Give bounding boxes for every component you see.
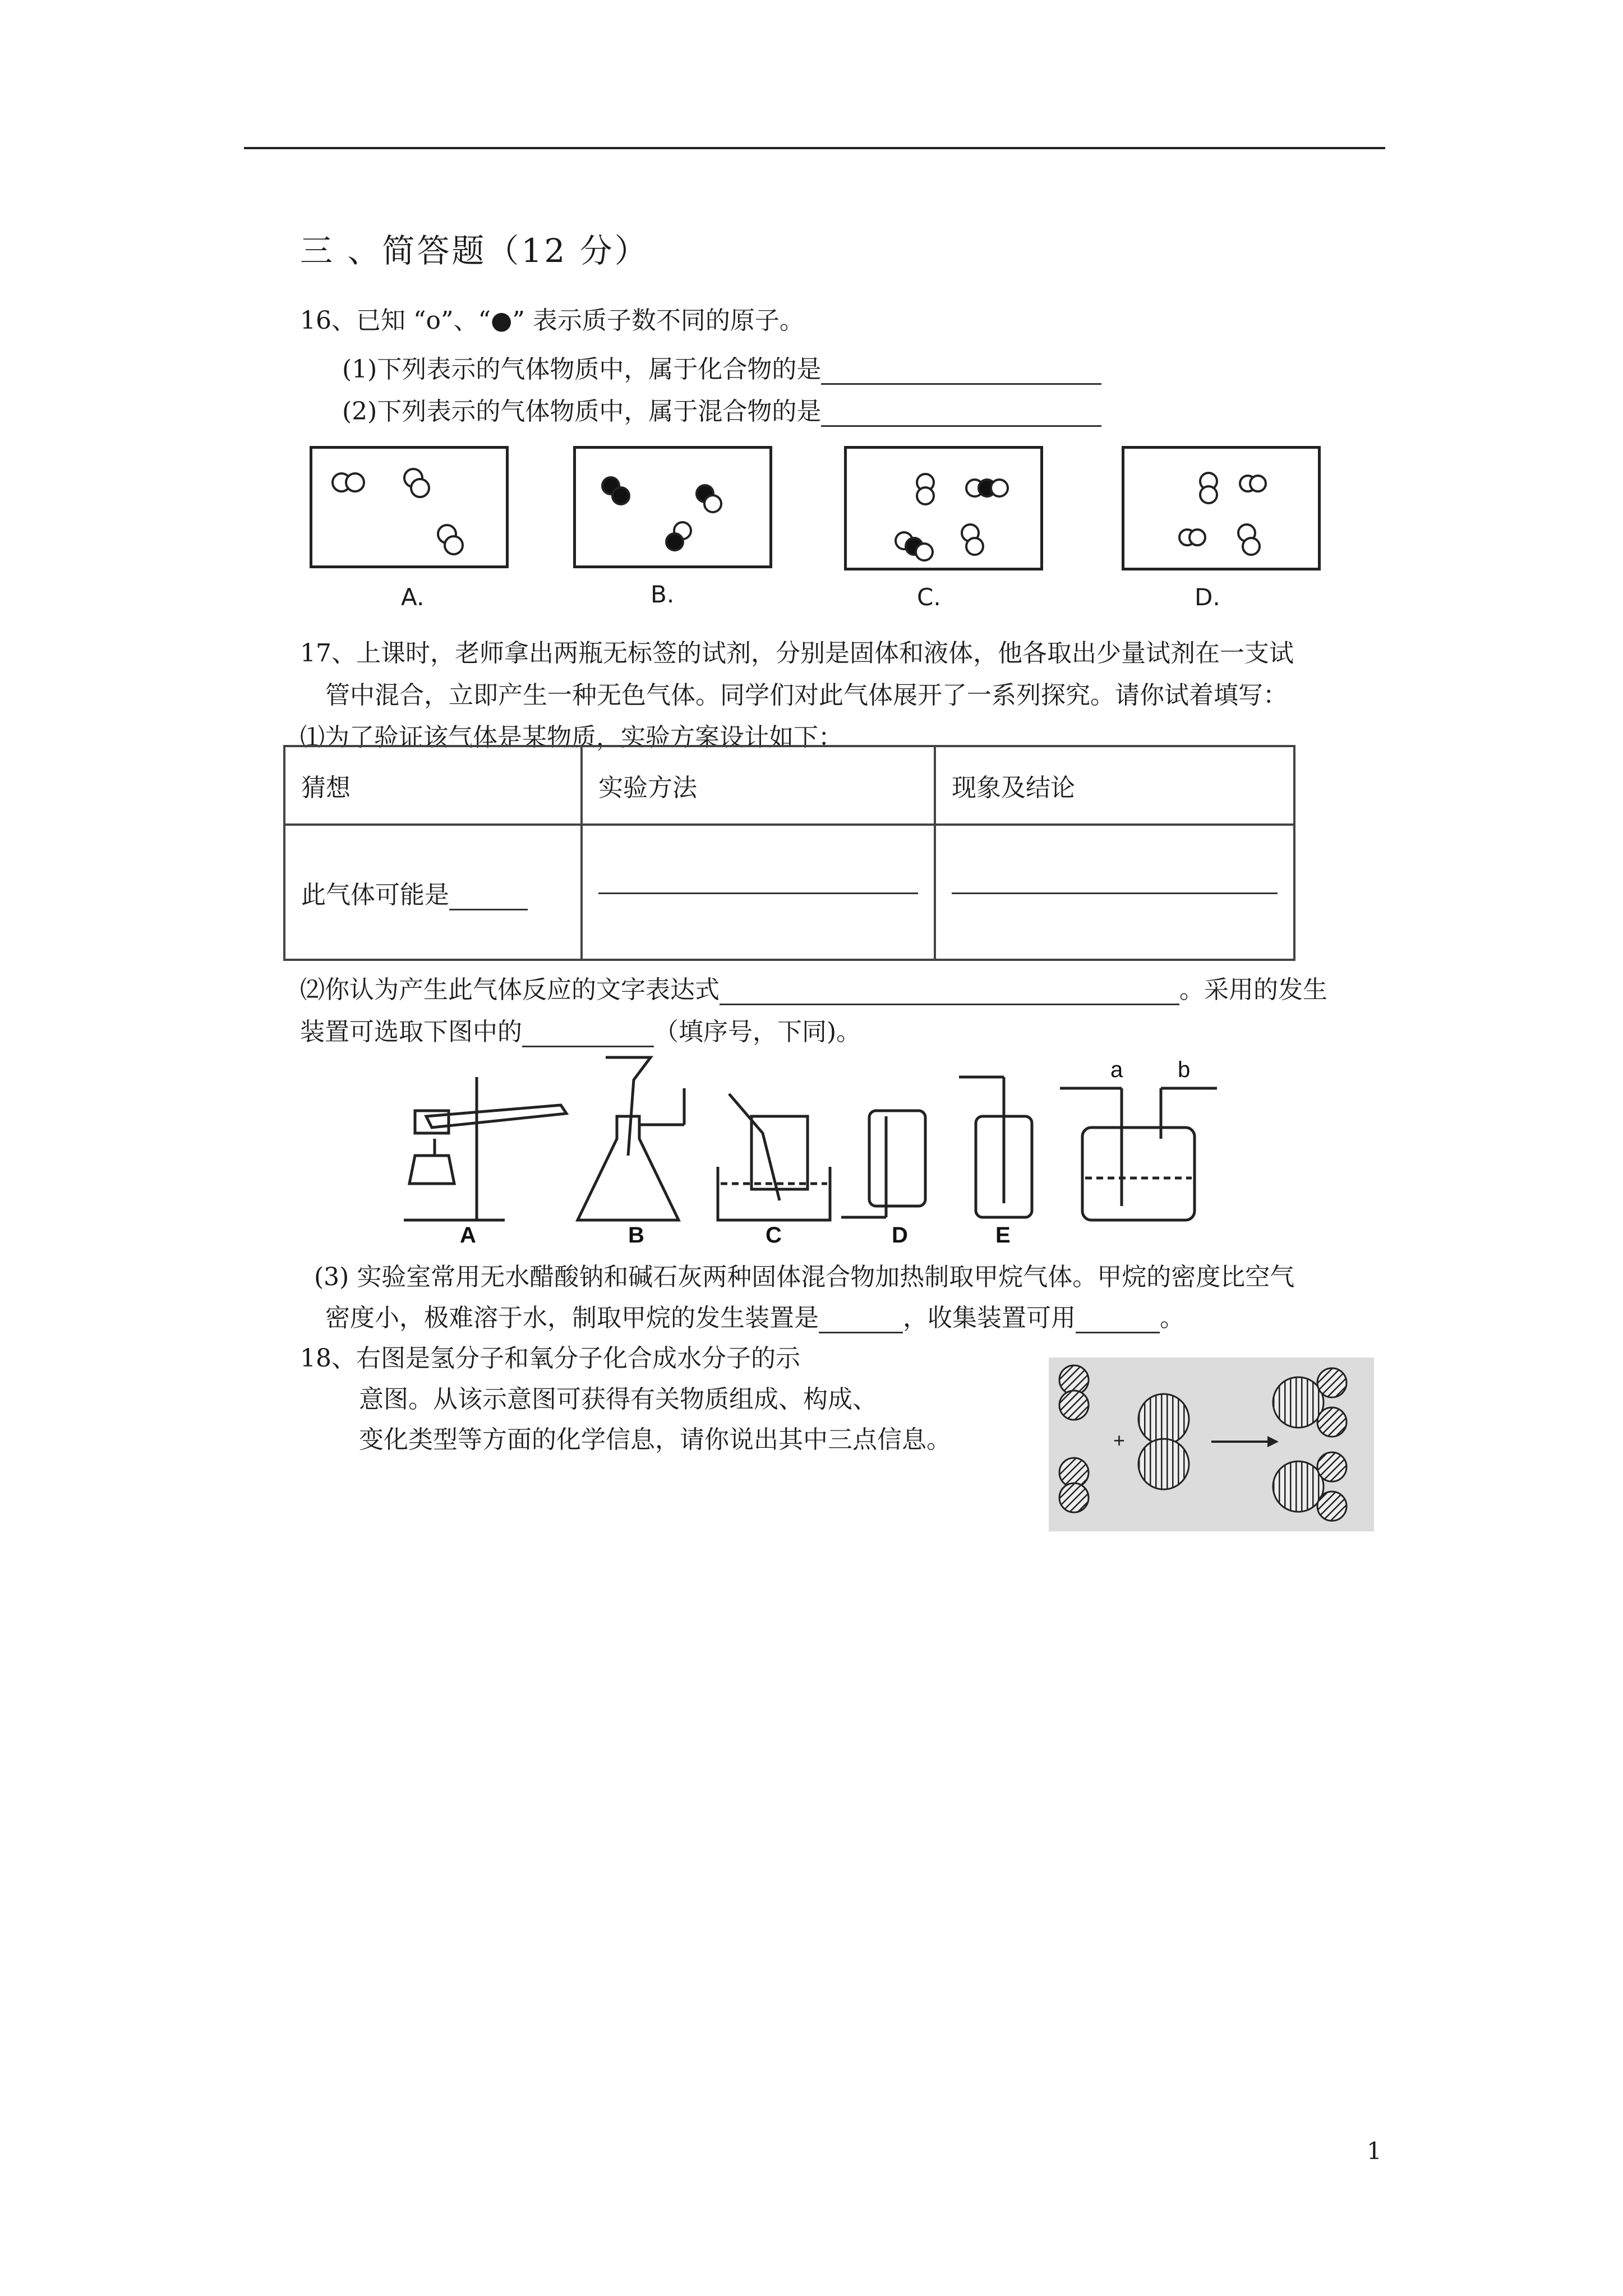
- q17-stem-line1: 17、上课时，老师拿出两瓶无标签的试剂，分别是固体和液体，他各取出少量试剂在一支试: [300, 639, 1294, 668]
- q17-part3-line1: (3) 实验室常用无水醋酸钠和碱石灰两种固体混合物加热制取甲烷气体。甲烷的密度比空气: [314, 1263, 1295, 1291]
- molecule-box-c: [844, 446, 1043, 570]
- molecules-diagram-b: [576, 449, 769, 565]
- tube-label-a: a: [1110, 1057, 1123, 1082]
- q17-part2-text-a: ⑵你认为产生此气体反应的文字表达式: [300, 976, 720, 1004]
- q18-line3: 变化类型等方面的化学信息，请你说出其中三点信息。: [359, 1425, 951, 1454]
- answer-blank[interactable]: [821, 401, 1101, 427]
- cell-guess-text: 此气体可能是: [301, 880, 449, 909]
- q16-part1-text: (1)下列表示的气体物质中，属于化合物的是: [342, 355, 822, 384]
- header-rule: [244, 147, 1385, 149]
- water-formation-diagram: [1049, 1358, 1374, 1531]
- answer-blank[interactable]: [720, 979, 1179, 1005]
- q17-part3-text-c: 。: [1160, 1304, 1184, 1332]
- q16-part2-text: (2)下列表示的气体物质中，属于混合物的是: [342, 397, 822, 426]
- q17-stem-line2: 管中混合，立即产生一种无色气体。同学们对此气体展开了一系列探究。请你试着填写：: [325, 681, 1288, 710]
- apparatus-label-c: C: [766, 1223, 782, 1245]
- q16-part1: [342, 349, 1101, 385]
- option-label-d: D.: [1195, 583, 1220, 611]
- q17-part2-text-d: （填序号，下同)。: [654, 1018, 861, 1046]
- apparatus-label-d: D: [892, 1223, 908, 1245]
- header-method: 实验方法: [582, 746, 935, 825]
- page-number: 1: [1367, 2137, 1382, 2165]
- molecules-diagram-d: [1124, 449, 1318, 568]
- experiment-table: [283, 745, 1295, 961]
- svg-text:+: +: [1113, 1429, 1126, 1452]
- q18-line2: 意图。从该示意图可获得有关物质组成、构成、: [359, 1385, 877, 1414]
- q17-part2-text-b: 。采用的发生: [1179, 976, 1327, 1004]
- answer-blank[interactable]: [522, 1021, 654, 1047]
- table-row: [284, 825, 1294, 960]
- molecule-box-d: [1122, 446, 1321, 570]
- molecules-diagram-c: [847, 449, 1040, 568]
- molecules-diagram-a: [312, 449, 506, 565]
- answer-blank[interactable]: [1076, 1307, 1160, 1333]
- option-label-b: B.: [651, 581, 675, 608]
- q17-part2-line2: [300, 1011, 861, 1047]
- answer-blank[interactable]: [821, 358, 1101, 385]
- header-conclusion: 现象及结论: [935, 746, 1294, 825]
- answer-blank[interactable]: [449, 884, 528, 910]
- q17-part3-text-a: 密度小，极难溶于水，制取甲烷的发生装置是: [325, 1304, 819, 1332]
- molecule-box-a: [310, 446, 509, 568]
- q17-part2-line1: [300, 969, 1327, 1005]
- answer-blank[interactable]: [819, 1307, 903, 1333]
- answer-blank[interactable]: [952, 890, 1278, 894]
- apparatus-label-b: B: [628, 1223, 644, 1245]
- cell-guess: [284, 825, 582, 960]
- apparatus-diagram: [393, 1055, 1267, 1245]
- cell-conclusion[interactable]: [935, 825, 1294, 960]
- q17-part3-text-b: ，收集装置可用: [903, 1304, 1076, 1332]
- table-header-row: [284, 746, 1294, 825]
- q17-part3-line2: [325, 1297, 1184, 1333]
- q17-part2-text-c: 装置可选取下图中的: [300, 1018, 522, 1046]
- answer-blank[interactable]: [598, 890, 918, 894]
- molecule-box-b: [573, 446, 772, 568]
- q17-part1: ⑴为了验证该气体是某物质，实验方案设计如下：: [300, 723, 843, 752]
- tube-label-b: b: [1178, 1057, 1191, 1082]
- apparatus-label-e: E: [995, 1223, 1011, 1245]
- q16-part2: [342, 391, 1101, 427]
- header-guess: 猜想: [284, 746, 582, 825]
- q16-stem: 16、已知 “o”、“●” 表示质子数不同的原子。: [300, 306, 804, 335]
- apparatus-label-a: A: [460, 1223, 476, 1245]
- option-label-c: C.: [917, 583, 941, 611]
- section-title: 三 、简答题（12 分）: [300, 232, 649, 270]
- q18-line1: 18、右图是氢分子和氧分子化合成水分子的示: [300, 1344, 800, 1373]
- option-label-a: A.: [401, 583, 425, 611]
- cell-method[interactable]: [582, 825, 935, 960]
